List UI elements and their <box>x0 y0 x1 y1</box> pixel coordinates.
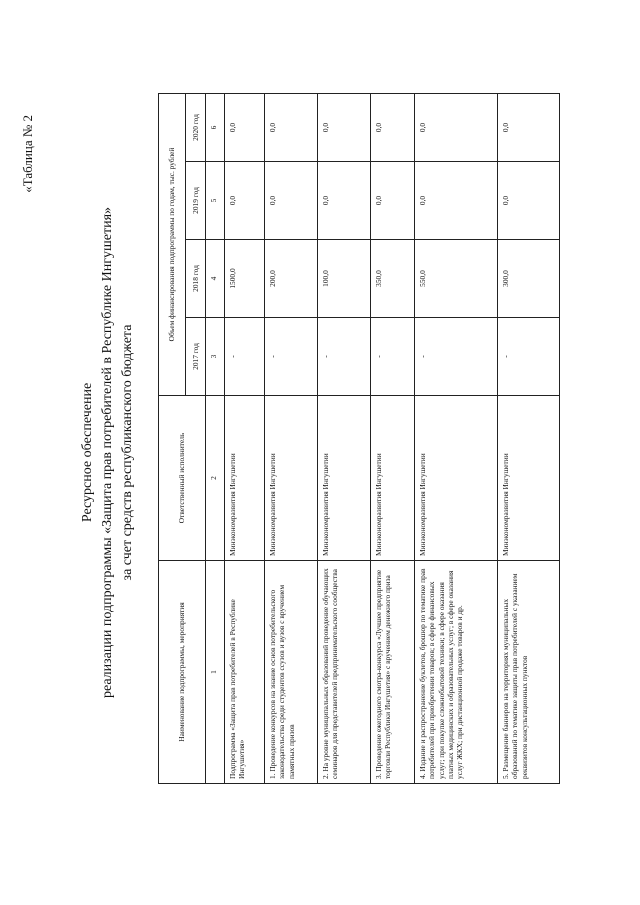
header-year-2017: 2017 год <box>186 318 206 396</box>
resource-table <box>158 93 560 784</box>
row-value-2020: 0,0 <box>225 94 265 162</box>
row-value-2020: 0,0 <box>498 94 560 162</box>
document-title <box>78 0 138 905</box>
row-value-2020: 0,0 <box>371 94 415 162</box>
row-value-2019: 0,0 <box>225 162 265 240</box>
header-year-2020: 2020 год <box>186 94 206 162</box>
row-value-2017: - <box>225 318 265 396</box>
row-name: 5. Размещение баннеров на территориях муниципальных образований по тематике защиты прав потребителей с указанием реквизитов консультационных пунктов <box>498 561 560 784</box>
row-value-2019: 0,0 <box>265 162 318 240</box>
row-executor: Минэкономразвития Ингушетии <box>318 396 371 561</box>
table-number-label: «Таблица № 2 <box>20 115 35 193</box>
row-value-2019: 0,0 <box>371 162 415 240</box>
table-row <box>415 94 498 784</box>
row-value-2018: 1500,0 <box>225 240 265 318</box>
row-value-2017: - <box>371 318 415 396</box>
header-year-2019: 2019 год <box>186 162 206 240</box>
row-name: 1. Проведение конкурсов на знание основ потребительского законодательства среди студентов ссузов и вузов с вручением памятных призов <box>265 561 318 784</box>
row-executor: Минэкономразвития Ингушетии <box>498 396 560 561</box>
row-value-2017: - <box>498 318 560 396</box>
row-name: 2. На уровне муниципальных образований проведение обучающих семинаров для представителей предпринимательского сообщества <box>318 561 371 784</box>
row-value-2019: 0,0 <box>318 162 371 240</box>
column-number: 3 <box>206 318 225 396</box>
row-name: 4. Издание и распространение буклетов, брошюр по тематике прав потребителей при приобретении товаров; в сфере финансовых услуг; при покупке сложнобытовой техники; в сфере оказания платных медицинских и образовательных услуг; в сфере оказания услуг ЖКХ; при дистанционной продаже товаров и др. <box>415 561 498 784</box>
row-value-2018: 100,0 <box>318 240 371 318</box>
row-executor: Минэкономразвития Ингушетии <box>371 396 415 561</box>
row-name: 3. Проведение ежегодного смотра-конкурса «Лучшее предприятие торговли Республики Ингушетия» с вручением денежного приза <box>371 561 415 784</box>
row-value-2018: 350,0 <box>371 240 415 318</box>
header-name: Наименование подпрограммы, мероприятия <box>159 561 206 784</box>
row-value-2019: 0,0 <box>415 162 498 240</box>
row-value-2017: - <box>265 318 318 396</box>
row-value-2019: 0,0 <box>498 162 560 240</box>
row-value-2020: 0,0 <box>265 94 318 162</box>
row-value-2017: - <box>318 318 371 396</box>
column-number: 1 <box>206 561 225 784</box>
title-line-3: за счет средств республиканского бюджета <box>120 324 135 581</box>
table-row <box>371 94 415 784</box>
table-row <box>225 94 265 784</box>
table-row <box>318 94 371 784</box>
header-funding: Объем финансирования подпрограммы по годам, тыс. рублей <box>159 94 186 396</box>
row-executor: Минэкономразвития Ингушетии <box>265 396 318 561</box>
row-value-2020: 0,0 <box>415 94 498 162</box>
row-executor: Минэкономразвития Ингушетии <box>415 396 498 561</box>
header-executor: Ответственный исполнитель <box>159 396 206 561</box>
title-line-2: реализации подпрограммы «Защита прав потребителей в Республике Ингушетия» <box>100 206 115 699</box>
row-value-2018: 200,0 <box>265 240 318 318</box>
row-value-2017: - <box>415 318 498 396</box>
column-number: 5 <box>206 162 225 240</box>
title-line-1: Ресурсное обеспечение <box>80 382 95 523</box>
row-name: Подпрограмма «Защита прав потребителей в Республике Ингушетия» <box>225 561 265 784</box>
row-value-2018: 550,0 <box>415 240 498 318</box>
column-number: 2 <box>206 396 225 561</box>
column-number: 4 <box>206 240 225 318</box>
row-value-2020: 0,0 <box>318 94 371 162</box>
header-year-2018: 2018 год <box>186 240 206 318</box>
row-executor: Минэкономразвития Ингушетии <box>225 396 265 561</box>
table-row <box>265 94 318 784</box>
table-row <box>498 94 560 784</box>
column-number: 6 <box>206 94 225 162</box>
row-value-2018: 300,0 <box>498 240 560 318</box>
